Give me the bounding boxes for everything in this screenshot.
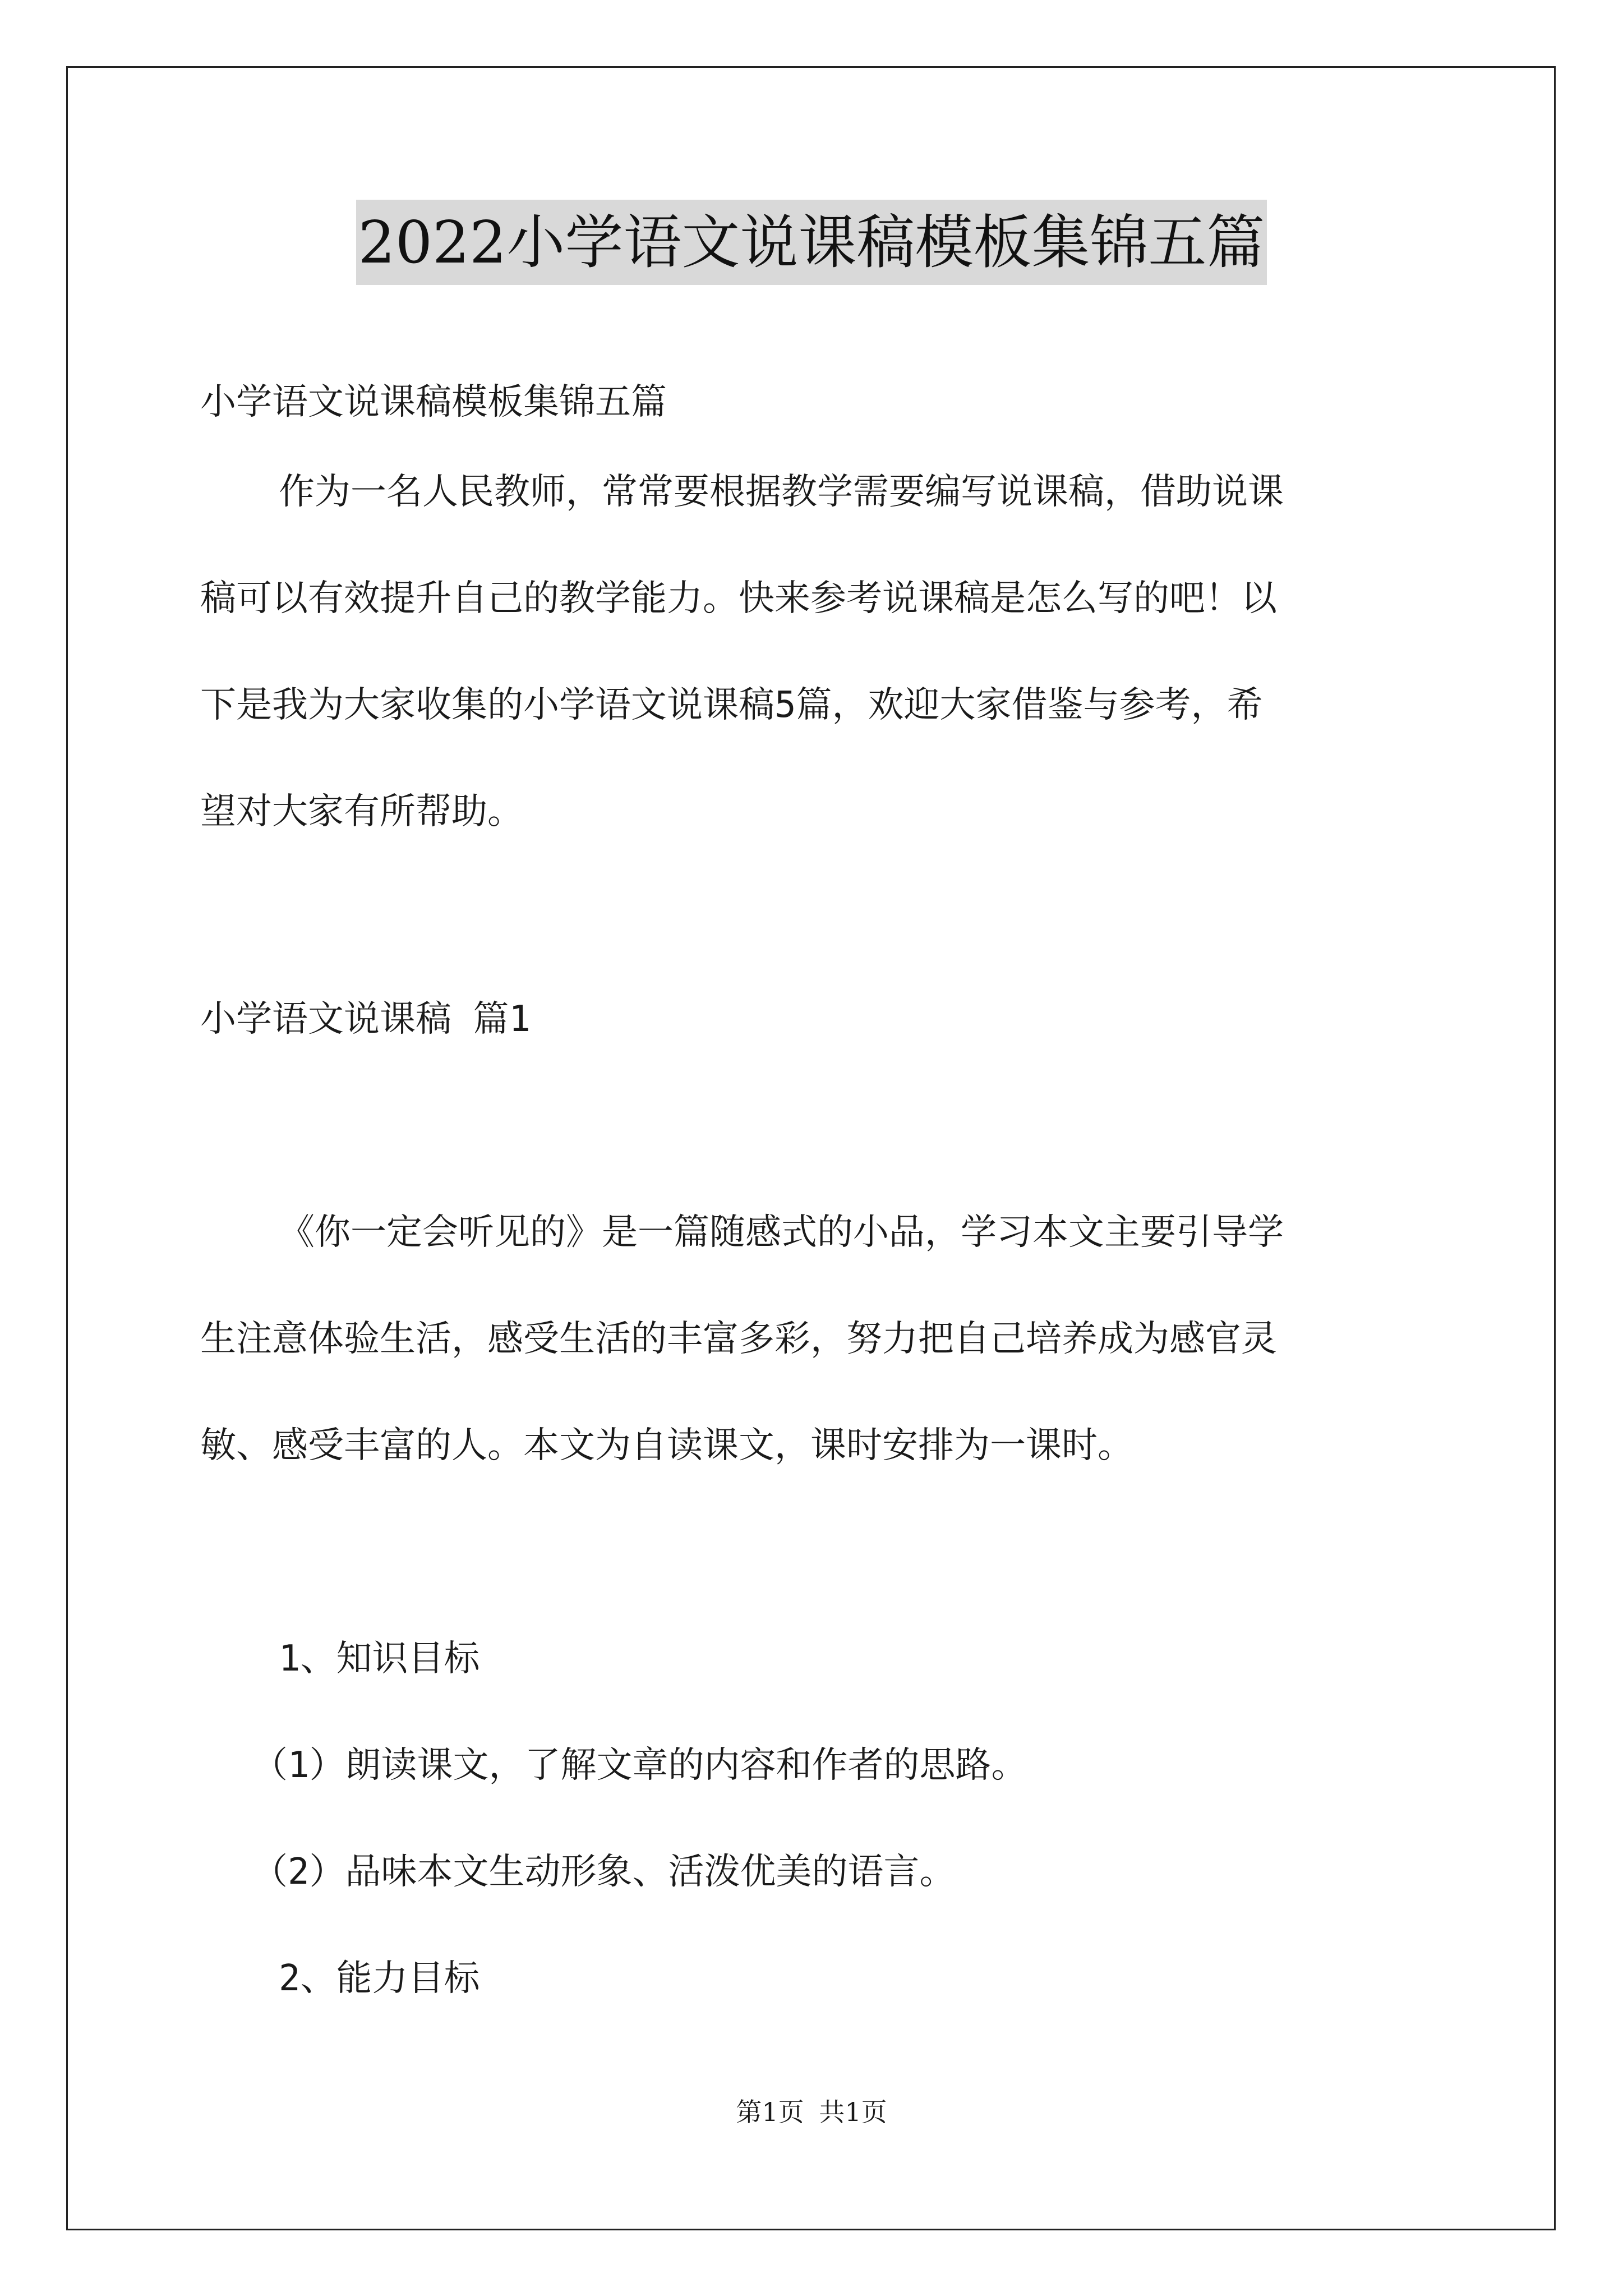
intro-line-4: 望对大家有所帮助。 <box>200 791 523 832</box>
body-line-2: 生注意体验生活，感受生活的丰富多彩，努力把自己培养成为感官灵 <box>200 1318 1277 1360</box>
goal-knowledge-heading: 1、知识目标 <box>279 1638 480 1680</box>
goal-knowledge-item-1: （1）朗读课文，了解文章的内容和作者的思路。 <box>252 1745 1027 1786</box>
intro-line-1: 作为一名人民教师，常常要根据教学需要编写说课稿，借助说课 <box>279 471 1284 513</box>
body-line-3: 敏、感受丰富的人。本文为自读课文，课时安排为一课时。 <box>200 1425 1133 1466</box>
title-container <box>0 200 1623 285</box>
page-number-current: 第1页 <box>736 2097 804 2127</box>
document-title: 2022小学语文说课稿模板集锦五篇 <box>356 200 1267 285</box>
page-number-total: 共1页 <box>819 2097 887 2127</box>
intro-line-3: 下是我为大家收集的小学语文说课稿5篇，欢迎大家借鉴与参考，希 <box>200 684 1263 726</box>
goal-ability-heading: 2、能力目标 <box>279 1958 480 1999</box>
body-line-1: 《你一定会听见的》是一篇随感式的小品，学习本文主要引导学 <box>279 1212 1284 1253</box>
page-footer <box>0 2092 1623 2129</box>
section-heading: 小学语文说课稿 篇1 <box>200 999 531 1040</box>
document-subtitle: 小学语文说课稿模板集锦五篇 <box>200 381 667 423</box>
intro-line-2: 稿可以有效提升自己的教学能力。快来参考说课稿是怎么写的吧！以 <box>200 578 1277 619</box>
goal-knowledge-item-2: （2）品味本文生动形象、活泼优美的语言。 <box>252 1851 956 1893</box>
